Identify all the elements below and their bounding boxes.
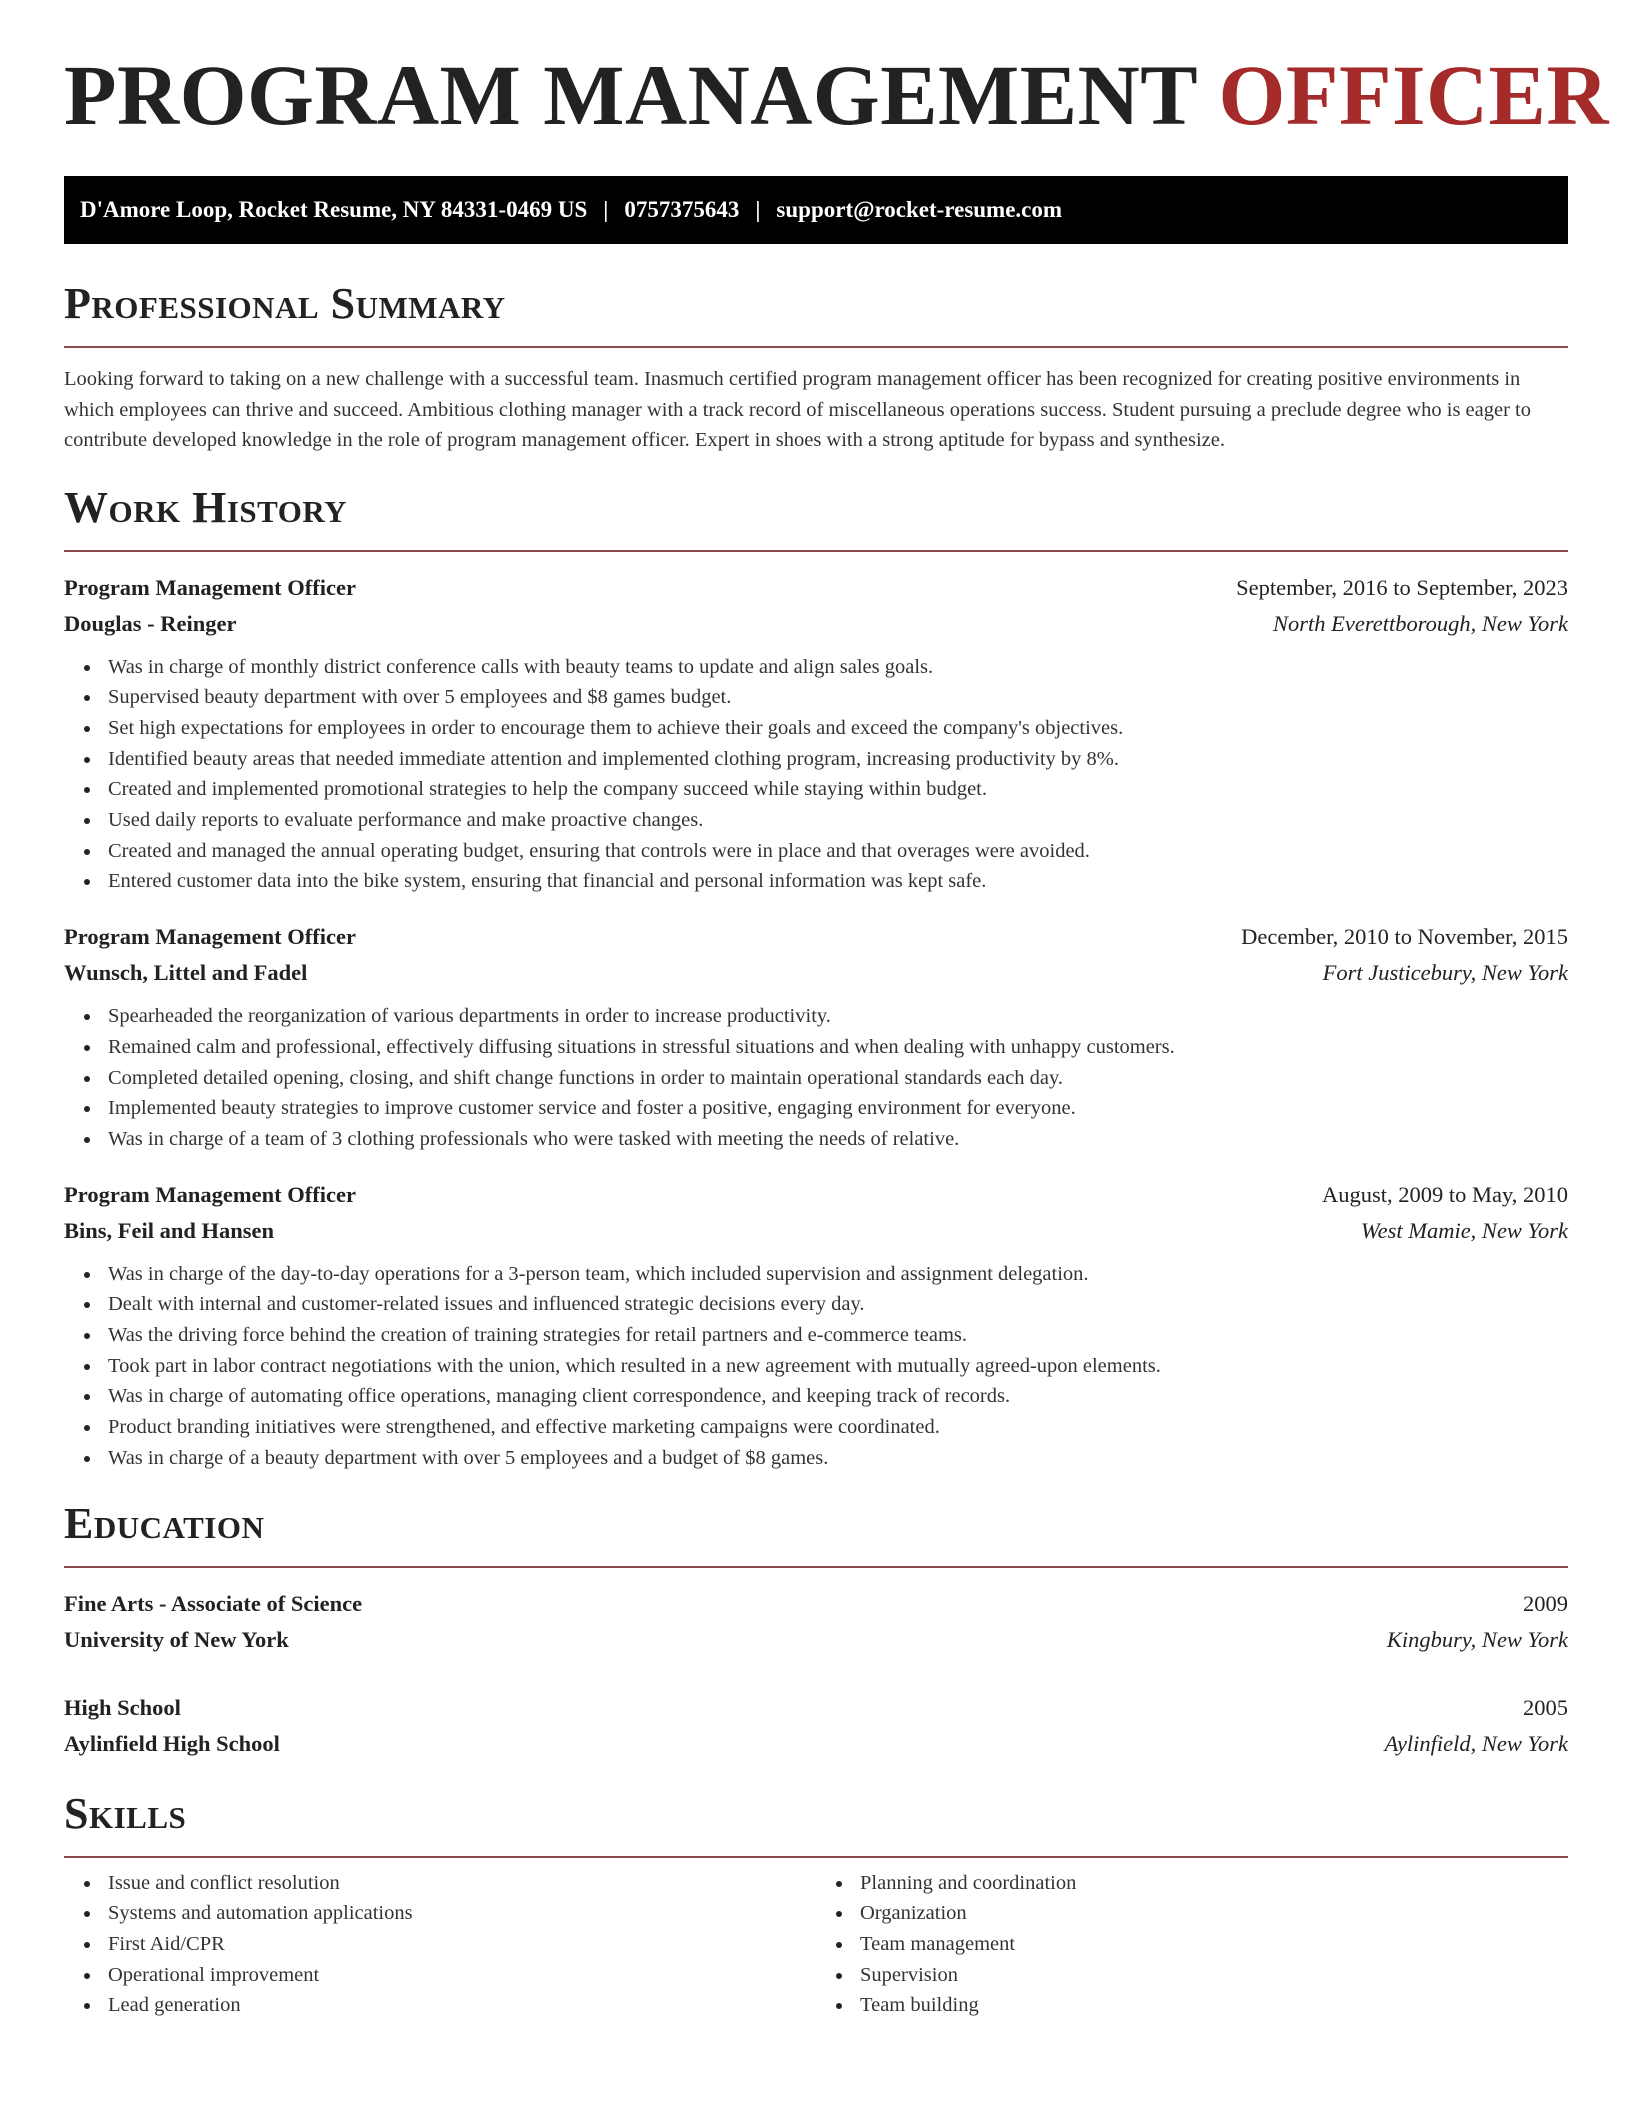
education-degree: Fine Arts - Associate of Science (64, 1590, 363, 1616)
education-entry (64, 1690, 1568, 1762)
job-bullets (64, 1001, 1568, 1155)
job-title: Program Management Officer (64, 574, 356, 600)
resume-page (64, 0, 1610, 2021)
education-degree: High School (64, 1694, 181, 1720)
skill-item: Team building (860, 1990, 1568, 2021)
section-divider (64, 346, 1568, 348)
job-bullets (64, 1259, 1568, 1474)
contact-separator: | (603, 197, 609, 222)
summary-text: Looking forward to taking on a new challenge with a successful team. Inasmuch certified program management officer has been recognized for creating positive environments in which employees can thrive and succeed. Ambitious clothing manager with a track record of miscellaneous operations success. Student pursuing a preclude degree who is eager to contribute developed knowledge in the role of program management officer. Expert in shoes with a strong aptitude for bypass and synthesize. (64, 368, 1531, 451)
section-divider (64, 1566, 1568, 1568)
job-bullets (64, 652, 1568, 898)
bullet-item: Was in charge of automating office operations, managing client correspondence, and keeping track of records. (108, 1381, 1568, 1412)
job-company: Douglas - Reinger (64, 610, 237, 636)
bullet-item: Spearheaded the reorganization of various departments in order to increase productivity. (108, 1001, 1568, 1032)
bullet-item: Identified beauty areas that needed immediate attention and implemented clothing program, increasing productivity by 8%. (108, 744, 1568, 775)
section-divider (64, 550, 1568, 552)
section-heading: Professional Summary (64, 279, 506, 328)
skill-item: Issue and conflict resolution (108, 1868, 816, 1899)
skills-columns (64, 1858, 1568, 2022)
contact-separator: | (755, 197, 761, 222)
bullet-item: Created and implemented promotional strategies to help the company succeed while staying within budget. (108, 774, 1568, 805)
job-location: West Mamie, New York (1360, 1217, 1568, 1243)
work-history-section (64, 482, 1568, 1474)
bullet-item: Dealt with internal and customer-related issues and influenced strategic decisions every day. (108, 1289, 1568, 1320)
title-accent: OFFICER (1218, 47, 1610, 143)
bullet-item: Was in charge of a team of 3 clothing professionals who were tasked with meeting the needs of relative. (108, 1124, 1568, 1155)
bullet-item: Took part in labor contract negotiations with the union, which resulted in a new agreement with mutually agreed-upon elements. (108, 1351, 1568, 1382)
skill-item: Organization (860, 1898, 1568, 1929)
job-dates: August, 2009 to May, 2010 (1321, 1181, 1568, 1207)
job-title: Program Management Officer (64, 924, 356, 950)
job-entry (64, 919, 1568, 1155)
education-school: Aylinfield High School (64, 1730, 280, 1756)
bullet-item: Remained calm and professional, effectively diffusing situations in stressful situations and when dealing with unhappy customers. (108, 1032, 1568, 1063)
skill-item: First Aid/CPR (108, 1929, 816, 1960)
job-dates: December, 2010 to November, 2015 (1241, 924, 1568, 950)
contact-bar (64, 176, 1568, 244)
job-entry (64, 1177, 1568, 1474)
skills-list-right (816, 1868, 1568, 2022)
job-dates: September, 2016 to September, 2023 (1236, 574, 1568, 600)
skills-section (64, 1788, 1568, 2022)
job-location: North Everettborough, New York (1272, 610, 1568, 636)
education-location: Aylinfield, New York (1384, 1730, 1568, 1756)
job-company: Bins, Feil and Hansen (64, 1217, 275, 1243)
skill-item: Planning and coordination (860, 1868, 1568, 1899)
job-entry (64, 570, 1568, 898)
job-company: Wunsch, Littel and Fadel (64, 960, 308, 986)
bullet-item: Was in charge of a beauty department with over 5 employees and a budget of $8 games. (108, 1443, 1568, 1474)
summary-section (64, 279, 1568, 456)
bullet-item: Was in charge of monthly district conference calls with beauty teams to update and align sales goals. (108, 652, 1568, 683)
title-main: PROGRAM MANAGEMENT (64, 47, 1197, 143)
contact-email: support@rocket-resume.com (776, 197, 1063, 222)
job-title: Program Management Officer (64, 1181, 356, 1207)
bullet-item: Product branding initiatives were strengthened, and effective marketing campaigns were coordinated. (108, 1412, 1568, 1443)
contact-address: D'Amore Loop, Rocket Resume, NY 84331-0469 US (80, 197, 588, 222)
skill-item: Operational improvement (108, 1960, 816, 1991)
education-year: 2009 (1523, 1590, 1568, 1616)
section-heading: Education (64, 1498, 265, 1548)
skills-list-left (64, 1868, 816, 2022)
skill-item: Team management (860, 1929, 1568, 1960)
bullet-item: Implemented beauty strategies to improve customer service and foster a positive, engaging environment for everyone. (108, 1093, 1568, 1124)
bullet-item: Set high expectations for employees in order to encourage them to achieve their goals and exceed the company's objectives. (108, 713, 1568, 744)
bullet-item: Used daily reports to evaluate performance and make proactive changes. (108, 805, 1568, 836)
contact-phone: 0757375643 (624, 197, 740, 222)
skill-item: Supervision (860, 1960, 1568, 1991)
bullet-item: Was the driving force behind the creation of training strategies for retail partners and e-commerce teams. (108, 1320, 1568, 1351)
bullet-item: Supervised beauty department with over 5 employees and $8 games budget. (108, 682, 1568, 713)
section-heading: Skills (64, 1788, 187, 1838)
education-school: University of New York (64, 1626, 289, 1652)
section-heading: Work History (64, 482, 348, 532)
bullet-item: Completed detailed opening, closing, and shift change functions in order to maintain operational standards each day. (108, 1063, 1568, 1094)
skill-item: Lead generation (108, 1990, 816, 2021)
education-entry (64, 1586, 1568, 1658)
education-year: 2005 (1523, 1694, 1568, 1720)
bullet-item: Entered customer data into the bike system, ensuring that financial and personal information was kept safe. (108, 866, 1568, 897)
skill-item: Systems and automation applications (108, 1898, 816, 1929)
bullet-item: Created and managed the annual operating budget, ensuring that controls were in place and that overages were avoided. (108, 836, 1568, 867)
resume-title (64, 0, 1610, 143)
education-location: Kingbury, New York (1386, 1626, 1568, 1652)
education-section (64, 1498, 1568, 1762)
job-location: Fort Justicebury, New York (1322, 960, 1568, 986)
bullet-item: Was in charge of the day-to-day operations for a 3-person team, which included supervision and assignment delegation. (108, 1259, 1568, 1290)
